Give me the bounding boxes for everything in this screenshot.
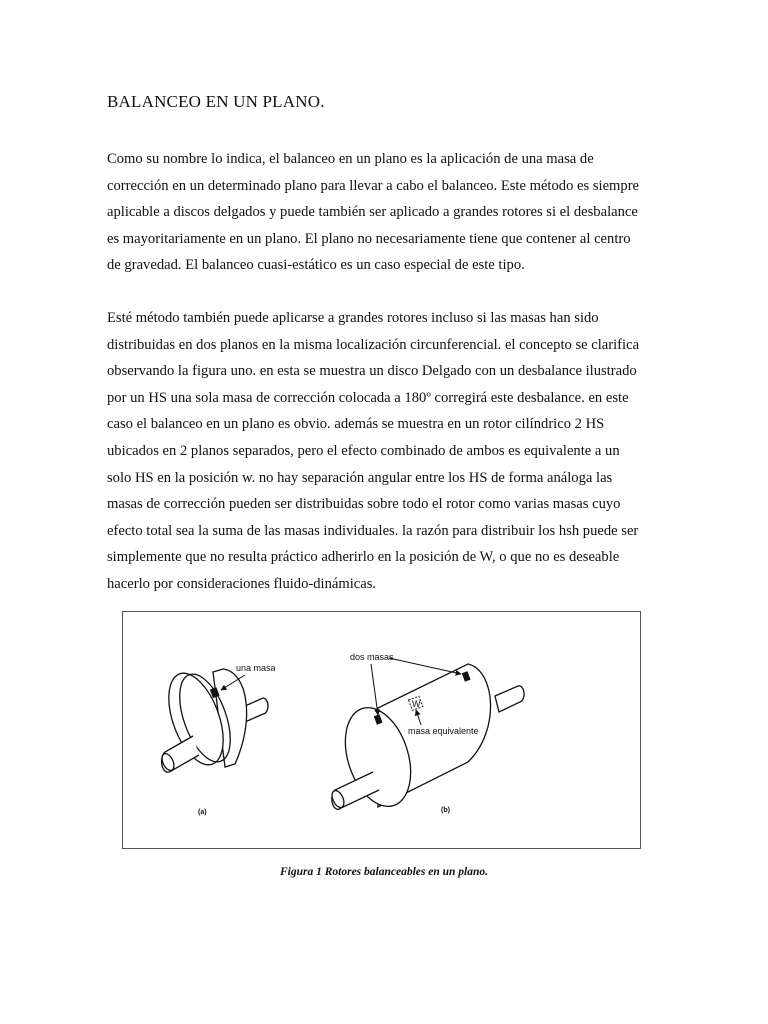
paragraph-2 (107, 305, 687, 598)
paragraph-1-line: de gravedad. El balanceo cuasi-estático es un caso especial de este tipo. (107, 257, 525, 274)
cylindrical-rotor (330, 664, 524, 815)
figure-rotors (122, 611, 641, 849)
paragraph-2-line: ubicados en 2 planos separados, pero el efecto combinado de ambos es equivalente a un (107, 442, 620, 459)
thin-disc (158, 666, 268, 772)
figure-rotors-drawing (123, 612, 642, 850)
label-dos-masas: dos masas (350, 652, 394, 662)
arrow-dos-masas-back (389, 658, 461, 674)
rotor-back-shaft (495, 686, 524, 712)
paragraph-1-line: Como su nombre lo indica, el balanceo en un plano es la aplicación de una masa de (107, 151, 594, 167)
label-una-masa: una masa (236, 663, 276, 673)
paragraph-2-line: distribuidas en dos planos en la misma localización circunferencial. el concepto se clarifica (107, 336, 640, 353)
label-masa-equivalente: masa equivalente (408, 726, 479, 736)
paragraph-2-line: por un HS una sola masa de corrección colocada a 180º corregirá este desbalance. en este (107, 389, 629, 406)
paragraph-2-line: efecto total sea la suma de las masas individuales. la razón para distribuir los hsh puede ser (107, 522, 639, 539)
label-w: W (412, 699, 421, 709)
disc-back-shaft (245, 698, 268, 722)
paragraph-1-line: es mayoritariamente en un plano. El plano no necesariamente tiene que contener al centro (107, 230, 631, 247)
paragraph-2-line: caso el balanceo en un plano es obvio. además se muestra en un rotor cilíndrico 2 HS (107, 416, 605, 433)
document-title: BALANCEO EN UN PLANO. (107, 92, 325, 111)
paragraph-1 (107, 146, 687, 279)
paragraph-2-line: observando la figura uno. en esta se muestra un disco Delgado con un desbalance ilustrado (107, 363, 637, 380)
paragraph-2-line: solo HS en la posición w. no hay separación angular entre los HS de forma análoga las (107, 469, 613, 486)
label-a: (a) (198, 809, 207, 816)
paragraph-2-line: simplemente que no resulta práctico adherirlo en la posición de W, o que no es deseable (107, 549, 620, 566)
paragraph-2-line: masas de corrección pueden ser distribuidas sobre todo el rotor como varias masas cuyo (107, 496, 621, 513)
figure-caption: Figura 1 Rotores balanceables en un plano. (280, 866, 488, 878)
paragraph-2-line: Esté método también puede aplicarse a grandes rotores incluso si las masas han sido (107, 310, 599, 326)
paragraph-1-line: aplicable a discos delgados y puede también ser aplicado a grandes rotores si el desbalance (107, 204, 638, 221)
paragraph-2-line: hacerlo por consideraciones fluido-dinámicas. (107, 575, 377, 592)
label-b: (b) (441, 807, 450, 814)
paragraph-1-line: corrección en un determinado plano para llevar a cabo el balanceo. Este método es siempre (107, 177, 640, 194)
